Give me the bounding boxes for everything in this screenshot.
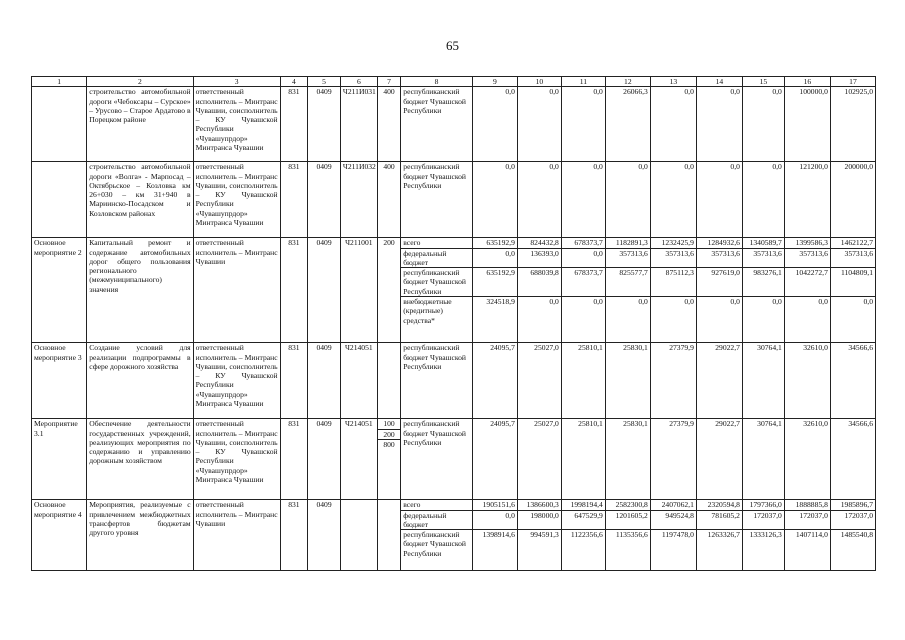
year-value-cell [696,238,742,343]
budget-value: 0,0 [505,87,515,97]
grbs-code-cell: 831 [280,87,308,162]
budget-value: 27379,9 [669,419,694,429]
budget-value: 1462122,7 [840,238,873,248]
budget-value: 1407114,0 [785,529,830,558]
budget-value: 1182891,3 [615,238,648,248]
budget-value: 678373,7 [562,267,605,296]
grbs-code-cell: 831 [280,500,308,571]
budget-value: 1122356,6 [562,529,605,558]
year-value-cell [830,500,875,571]
budget-value: 25027,0 [534,419,559,429]
budget-value: 0,0 [730,87,740,97]
budget-value: 647529,9 [562,510,605,530]
status-cell [32,87,87,162]
budget-value: 0,0 [549,162,559,172]
budget-value: 25810,1 [578,343,603,353]
grbs-code-cell: 831 [280,162,308,238]
budget-value: 1998194,4 [570,500,603,510]
budget-value: 1399586,3 [795,238,828,248]
year-value-cell [696,500,742,571]
year-value-cell [605,87,650,162]
budget-value: 1888885,8 [795,500,828,510]
budget-value: 121200,0 [799,162,828,172]
budget-value: 34566,6 [848,419,873,429]
year-value-cell [605,500,650,571]
budget-value: 0,0 [730,162,740,172]
year-value-cell [650,343,696,419]
year-value-cell [517,238,561,343]
budget-value: 1135356,6 [606,529,650,558]
budget-value: 0,0 [593,87,603,97]
budget-value: 29022,7 [715,419,740,429]
budget-value: 0,0 [606,296,650,325]
budget-value: 24095,7 [490,343,515,353]
column-header: 3 [193,77,280,87]
budget-value: 0,0 [473,510,517,530]
year-value-cell [605,162,650,238]
year-value-cell [472,87,517,162]
budget-value: 25830,1 [623,419,648,429]
year-value-cell [561,238,605,343]
budget-value: 24095,7 [490,419,515,429]
target-article-cell: Ч211И031 [340,87,377,162]
year-value-cell [472,419,517,500]
budget-value: 32610,0 [803,343,828,353]
funding-source-label: всего [403,500,421,510]
year-value-cell [696,87,742,162]
budget-value: 0,0 [562,248,605,268]
executor-cell: ответственный исполнитель – Минтранс Чувашии, соисполнитель – КУ Чувашской Республики «Чувашупрдор» Минтранса Чувашии [193,87,280,162]
budget-value: 357313,6 [831,248,875,268]
year-value-cell [784,419,830,500]
executor-cell: ответственный исполнитель – Минтранс Чувашии, соисполнитель – КУ Чувашской Республики «Чувашупрдор» Минтранса Чувашии [193,419,280,500]
budget-value: 0,0 [593,162,603,172]
program-name-cell: Создание условий для реализации подпрограммы в сфере дорожного хозяйства [87,343,193,419]
budget-value: 0,0 [518,296,561,325]
executor-cell: ответственный исполнитель – Минтранс Чувашии [193,238,280,343]
year-value-cell [517,419,561,500]
budget-value: 825577,7 [606,267,650,296]
table-row [32,238,876,343]
year-value-cell [650,238,696,343]
budget-value: 927619,0 [697,267,742,296]
year-value-cell [472,162,517,238]
budget-value: 198000,0 [518,510,561,530]
table-row [32,162,876,238]
budget-value: 1797366,0 [749,500,782,510]
column-header: 5 [308,77,341,87]
year-value-cell [784,238,830,343]
funding-source-label: республиканский бюджет Чувашской Республики [403,343,466,371]
budget-value: 1340589,7 [749,238,782,248]
budget-value: 0,0 [697,296,742,325]
target-article-cell [340,500,377,571]
budget-value: 994591,3 [518,529,561,558]
budget-value: 2407062,1 [661,500,694,510]
budget-value: 1197478,0 [651,529,696,558]
year-value-cell [517,343,561,419]
year-value-cell [517,500,561,571]
budget-value: 1333126,3 [743,529,784,558]
year-value-cell [605,238,650,343]
column-header: 13 [650,77,696,87]
expense-type-code: 400 [383,162,395,172]
expense-type-cell [377,87,401,162]
year-value-cell [605,343,650,419]
budget-value: 688039,8 [518,267,561,296]
funding-source-cell [401,87,473,162]
column-header: 16 [784,77,830,87]
table-row [32,500,876,571]
column-header: 14 [696,77,742,87]
grbs-code-cell: 831 [280,419,308,500]
budget-value: 29022,7 [715,343,740,353]
year-value-cell [650,500,696,571]
funding-source-cell [401,162,473,238]
year-value-cell [830,419,875,500]
budget-value: 100000,0 [799,87,828,97]
budget-value: 357313,6 [743,248,784,268]
budget-value: 983276,1 [743,267,784,296]
budget-value: 781605,2 [697,510,742,530]
year-value-cell [784,162,830,238]
column-header: 15 [742,77,784,87]
budget-value: 357313,6 [785,248,830,268]
budget-value: 875112,3 [651,267,696,296]
expense-type-cell [377,162,401,238]
column-header: 17 [830,77,875,87]
budget-value: 1232425,9 [661,238,694,248]
budget-value: 357313,6 [651,248,696,268]
expense-type-code: 800 [377,439,401,449]
grbs-code-cell: 831 [280,343,308,419]
budget-value: 0,0 [562,296,605,325]
section-code-cell: 0409 [308,238,341,343]
budget-value: 136393,0 [518,248,561,268]
year-value-cell [650,419,696,500]
year-value-cell [742,162,784,238]
budget-value: 0,0 [651,296,696,325]
budget-value: 0,0 [743,296,784,325]
funding-source-cell [401,343,473,419]
budget-value: 1985896,7 [840,500,873,510]
year-value-cell [650,162,696,238]
header-row [32,77,876,87]
budget-value: 635192,9 [473,267,517,296]
budget-value: 0,0 [505,162,515,172]
budget-value: 678373,7 [574,238,603,248]
expense-type-code: 400 [383,87,395,97]
table-row [32,343,876,419]
budget-value: 2582300,8 [615,500,648,510]
year-value-cell [696,162,742,238]
year-value-cell [830,162,875,238]
target-article-cell: Ч214051 [340,343,377,419]
budget-value: 949524,8 [651,510,696,530]
funding-source-cell [401,238,473,343]
column-header: 1 [32,77,87,87]
funding-source-label: федеральный бюджет [401,510,472,530]
budget-value: 1263326,7 [697,529,742,558]
year-value-cell [742,500,784,571]
budget-value: 30764,1 [757,419,782,429]
section-code-cell: 0409 [308,162,341,238]
program-name-cell: Мероприятия, реализуемые с привлечением межбюджетных трансфертов бюджетам другого уровня [87,500,193,571]
expense-type-code: 200 [377,429,401,439]
budget-value: 357313,6 [697,248,742,268]
funding-source-label: всего [403,238,421,248]
year-value-cell [696,419,742,500]
column-header: 6 [340,77,377,87]
funding-source-label: республиканский бюджет Чувашской Республики [403,162,466,190]
column-header: 7 [377,77,401,87]
year-value-cell [650,87,696,162]
funding-source-cell [401,419,473,500]
executor-cell: ответственный исполнитель – Минтранс Чувашии [193,500,280,571]
budget-value: 824432,8 [530,238,559,248]
year-value-cell [517,162,561,238]
budget-value: 0,0 [831,296,875,325]
budget-value: 0,0 [772,87,782,97]
year-value-cell [561,500,605,571]
status-cell: Основное мероприятие 3 [32,343,87,419]
column-header: 9 [472,77,517,87]
target-article-cell: Ч211001 [340,238,377,343]
budget-value: 102925,0 [844,87,873,97]
expense-type-cell [377,419,401,500]
program-name-cell: Капитальный ремонт и содержание автомобильных дорог общего пользования регионального (межмуниципального) значения [87,238,193,343]
budget-value: 1042272,7 [785,267,830,296]
year-value-cell [742,87,784,162]
funding-source-cell [401,500,473,571]
budget-value: 25027,0 [534,343,559,353]
budget-value: 1201605,2 [606,510,650,530]
target-article-cell: Ч214051 [340,419,377,500]
expense-type-cell [377,343,401,419]
column-header: 8 [401,77,473,87]
budget-value: 1905151,6 [482,500,515,510]
year-value-cell [784,87,830,162]
section-code-cell: 0409 [308,343,341,419]
year-value-cell [561,87,605,162]
column-header: 11 [561,77,605,87]
budget-value: 1485540,8 [831,529,875,558]
budget-value: 0,0 [785,296,830,325]
year-value-cell [561,343,605,419]
funding-source-label: республиканский бюджет Чувашской Республики [403,87,466,115]
funding-source-label: республиканский бюджет Чувашской Республики [403,419,466,447]
budget-value: 1398914,6 [473,529,517,558]
status-cell [32,162,87,238]
page-number: 65 [446,38,459,53]
year-value-cell [830,238,875,343]
column-header: 4 [280,77,308,87]
year-value-cell [830,87,875,162]
program-name-cell: строительство автомобильной дороги «Волга» - Марпосад – Октябрьское – Козловка км 26+030 – км 31+940 в Мариинско-Посадском и Козловском районах [87,162,193,238]
year-value-cell [517,87,561,162]
year-value-cell [742,238,784,343]
column-header: 10 [517,77,561,87]
expense-type-cell [377,500,401,571]
section-code-cell: 0409 [308,87,341,162]
budget-value: 0,0 [684,162,694,172]
budget-table [31,76,876,571]
year-value-cell [742,343,784,419]
budget-value: 2320594,8 [707,500,740,510]
year-value-cell [561,162,605,238]
budget-value: 324518,9 [473,296,517,325]
program-name-cell: строительство автомобильной дороги «Чебоксары – Сурское» – Урусово – Старое Ардатово в Порецком районе [87,87,193,162]
budget-value: 172037,0 [785,510,830,530]
table-row [32,419,876,500]
budget-value: 26066,3 [623,87,648,97]
budget-value: 32610,0 [803,419,828,429]
funding-source-label: республиканский бюджет Чувашской Республики [401,267,472,296]
budget-value: 0,0 [772,162,782,172]
year-value-cell [784,343,830,419]
budget-value: 1386600,3 [526,500,559,510]
expense-type-code: 200 [383,238,395,248]
budget-value: 1284932,6 [707,238,740,248]
budget-value: 34566,6 [848,343,873,353]
column-header: 12 [605,77,650,87]
funding-source-label: внебюджетные (кредитные) средства* [401,296,472,325]
executor-cell: ответственный исполнитель – Минтранс Чувашии, соисполнитель – КУ Чувашской Республики «Чувашупрдор» Минтранса Чувашии [193,162,280,238]
executor-cell: ответственный исполнитель – Минтранс Чувашии, соисполнитель – КУ Чувашской Республики «Чувашупрдор» Минтранса Чувашии [193,343,280,419]
year-value-cell [472,343,517,419]
budget-value: 200000,0 [844,162,873,172]
expense-type-cell [377,238,401,343]
column-header: 2 [87,77,193,87]
program-name-cell: Обеспечение деятельности государственных учреждений, реализующих мероприятия по содержанию и управлению дорожным хозяйством [87,419,193,500]
budget-value: 0,0 [473,248,517,268]
budget-value: 172037,0 [743,510,784,530]
budget-value: 30764,1 [757,343,782,353]
funding-source-label: республиканский бюджет Чувашской Республики [401,529,472,558]
year-value-cell [830,343,875,419]
status-cell: Мероприятие 3.1 [32,419,87,500]
grbs-code-cell: 831 [280,238,308,343]
funding-source-label: федеральный бюджет [401,248,472,268]
year-value-cell [605,419,650,500]
year-value-cell [472,500,517,571]
year-value-cell [696,343,742,419]
budget-value: 1104809,1 [831,267,875,296]
table-row [32,87,876,162]
budget-value: 357313,6 [606,248,650,268]
budget-value: 635192,9 [486,238,515,248]
year-value-cell [742,419,784,500]
year-value-cell [561,419,605,500]
status-cell: Основное мероприятие 4 [32,500,87,571]
expense-type-code: 100 [383,419,395,429]
budget-value: 0,0 [638,162,648,172]
budget-value: 25810,1 [578,419,603,429]
section-code-cell: 0409 [308,500,341,571]
budget-value: 0,0 [549,87,559,97]
budget-value: 0,0 [684,87,694,97]
budget-value: 172037,0 [831,510,875,530]
budget-value: 25830,1 [623,343,648,353]
year-value-cell [472,238,517,343]
status-cell: Основное мероприятие 2 [32,238,87,343]
year-value-cell [784,500,830,571]
section-code-cell: 0409 [308,419,341,500]
budget-value: 27379,9 [669,343,694,353]
target-article-cell: Ч211И032 [340,162,377,238]
